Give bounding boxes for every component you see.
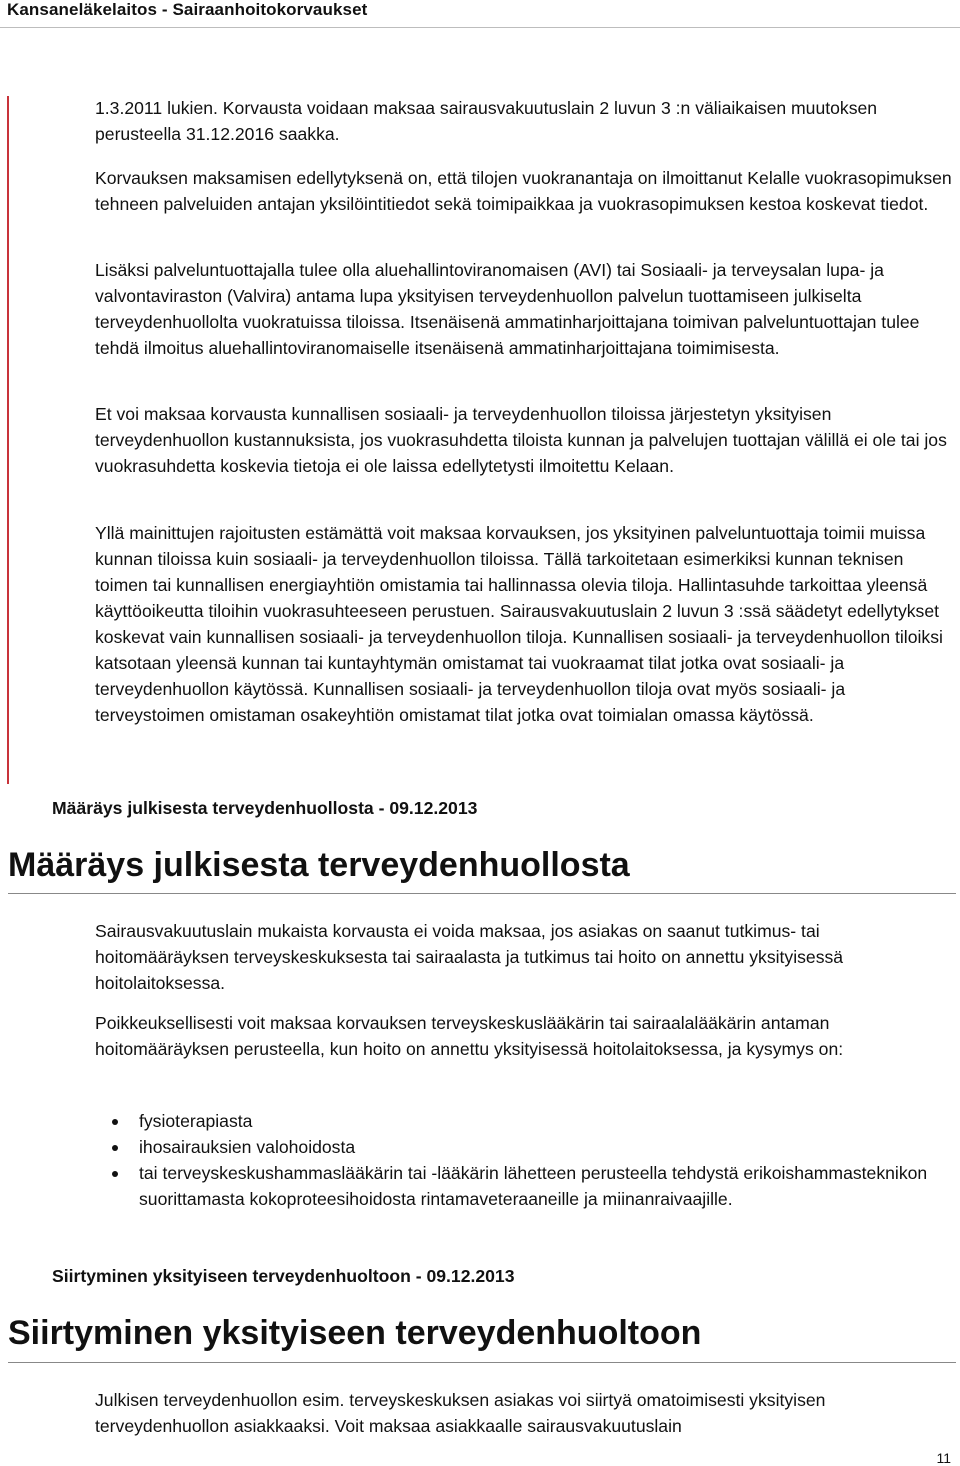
paragraph-license: Lisäksi palveluntuottajalla tulee olla aluehallintoviranomaisen (AVI) tai Sosiaali- ja terveysalan lupa- ja valvontaviraston (Valvira) antama lupa yksityisen terveydenhuollon palvelun tuottamiseen julkiselta terveydenhuollolta vuokratuissa tiloissa. Itsenäisenä ammatinharjoittajana toimivan palveluntuottajan tulee tehdä ilmoitus aluehallintoviranomaiselle itsenäisenä ammatinharjoittajana toimimisesta. [95,260,920,358]
list-item: tai terveyskeskushammaslääkärin tai -lääkärin lähetteen perusteella tehdystä erikoishammasteknikon suorittamasta kokoproteesihoidosta rintamaveteraaneille ja miinanraivaajille. [95,1160,955,1212]
paragraph-exceptions: Yllä mainittujen rajoitusten estämättä voit maksaa korvauksen, jos yksityinen palveluntuottaja toimii muissa kunnan tiloissa kuin sosiaali- ja terveydenhuollon tiloissa. Tällä tarkoitetaan esimerkiksi kunnan teknisen toimen tai kunnallisen energiayhtiön omistamia tai hallinnassa olevia tiloja. Hallintasuhde tarkoittaa yleensä käyttöoikeutta tiloihin vuokrasuhteeseen perustuen. Sairausvakuutuslain 2 luvun 3 :ssä säädetyt edellytykset koskevat vain kunnallisen sosiaali- ja terveydenhuollon tiloja. Kunnallisen sosiaali- ja terveydenhuollon tiloiksi katsotaan yleensä kunnan tai kuntayhtymän omistamat tai vuokraamat tilat jotka ovat sosiaali- ja terveydenhuollon käytössä. Kunnallisen sosiaali- ja terveydenhuollon tiloja ovat myös sosiaali- ja terveystoimen omistaman osakeyhtiön omistamat tilat jotka ovat toimialan omassa käytössä. [95,523,943,725]
paragraph-no-compensation: Sairausvakuutuslain mukaista korvausta ei voida maksaa, jos asiakas on saanut tutkimus- tai hoitomääräyksen terveyskeskuksesta tai sairaalasta ja tutkimus tai hoito on annettu yksityisessä hoitolaitoksessa. [95,921,844,993]
section-divider [8,893,956,894]
paragraph-requirement: Korvauksen maksamisen edellytyksenä on, että tilojen vuokranantaja on ilmoittanut Kelalle vuokrasopimuksen tehneen palveluiden antajan yksilöintitiedot sekä toimipaikkaa ja vuokrasopimuksen kestoa koskevat tiedot. [95,168,952,214]
section-divider [8,1362,956,1363]
document-title: Kansaneläkelaitos - Sairaanhoitokorvaukset [7,0,368,19]
section-label-public-healthcare: Määräys julkisesta terveydenhuollosta - 09.12.2013 [52,798,478,818]
revision-marker-bar [7,96,9,784]
list-item: ihosairauksien valohoidosta [95,1134,955,1160]
paragraph-restriction: Et voi maksaa korvausta kunnallisen sosiaali- ja terveydenhuollon tiloissa järjestetyn yksityisen terveydenhuollon kustannuksista, jos vuokrasuhdetta tiloista kunnan ja palvelujen tuottajan välillä ei ole tai jos vuokrasuhdetta koskevia tietoja ei ole laissa edellytetysti ilmoitettu Kelaan. [95,404,947,476]
paragraph-exceptional-compensation: Poikkeuksellisesti voit maksaa korvauksen terveyskeskuslääkärin tai sairaalalääkärin antaman hoitomääräyksen perusteella, kun hoito on annettu yksityisessä hoitolaitoksessa, ja kysymys on: [95,1013,844,1059]
paragraph-validity: 1.3.2011 lukien. Korvausta voidaan maksaa sairausvakuutuslain 2 luvun 3 :n väliaikaisen muutoksen perusteella 31.12.2016 saakka. [95,98,878,144]
list-item: fysioterapiasta [95,1108,955,1134]
paragraph-transfer: Julkisen terveydenhuollon esim. terveyskeskuksen asiakas voi siirtyä omatoimisesti yksityisen terveydenhuollon asiakkaaksi. Voit maksaa asiakkaalle sairausvakuutuslain [95,1390,826,1436]
section-heading-public-healthcare: Määräys julkisesta terveydenhuollosta [8,846,630,884]
page-number: 11 [936,1450,951,1466]
header-divider [0,27,960,28]
section-heading-private-transfer: Siirtyminen yksityiseen terveydenhuoltoon [8,1314,702,1352]
exception-list [95,1108,955,1212]
section-label-private-transfer: Siirtyminen yksityiseen terveydenhuoltoon - 09.12.2013 [52,1266,515,1286]
